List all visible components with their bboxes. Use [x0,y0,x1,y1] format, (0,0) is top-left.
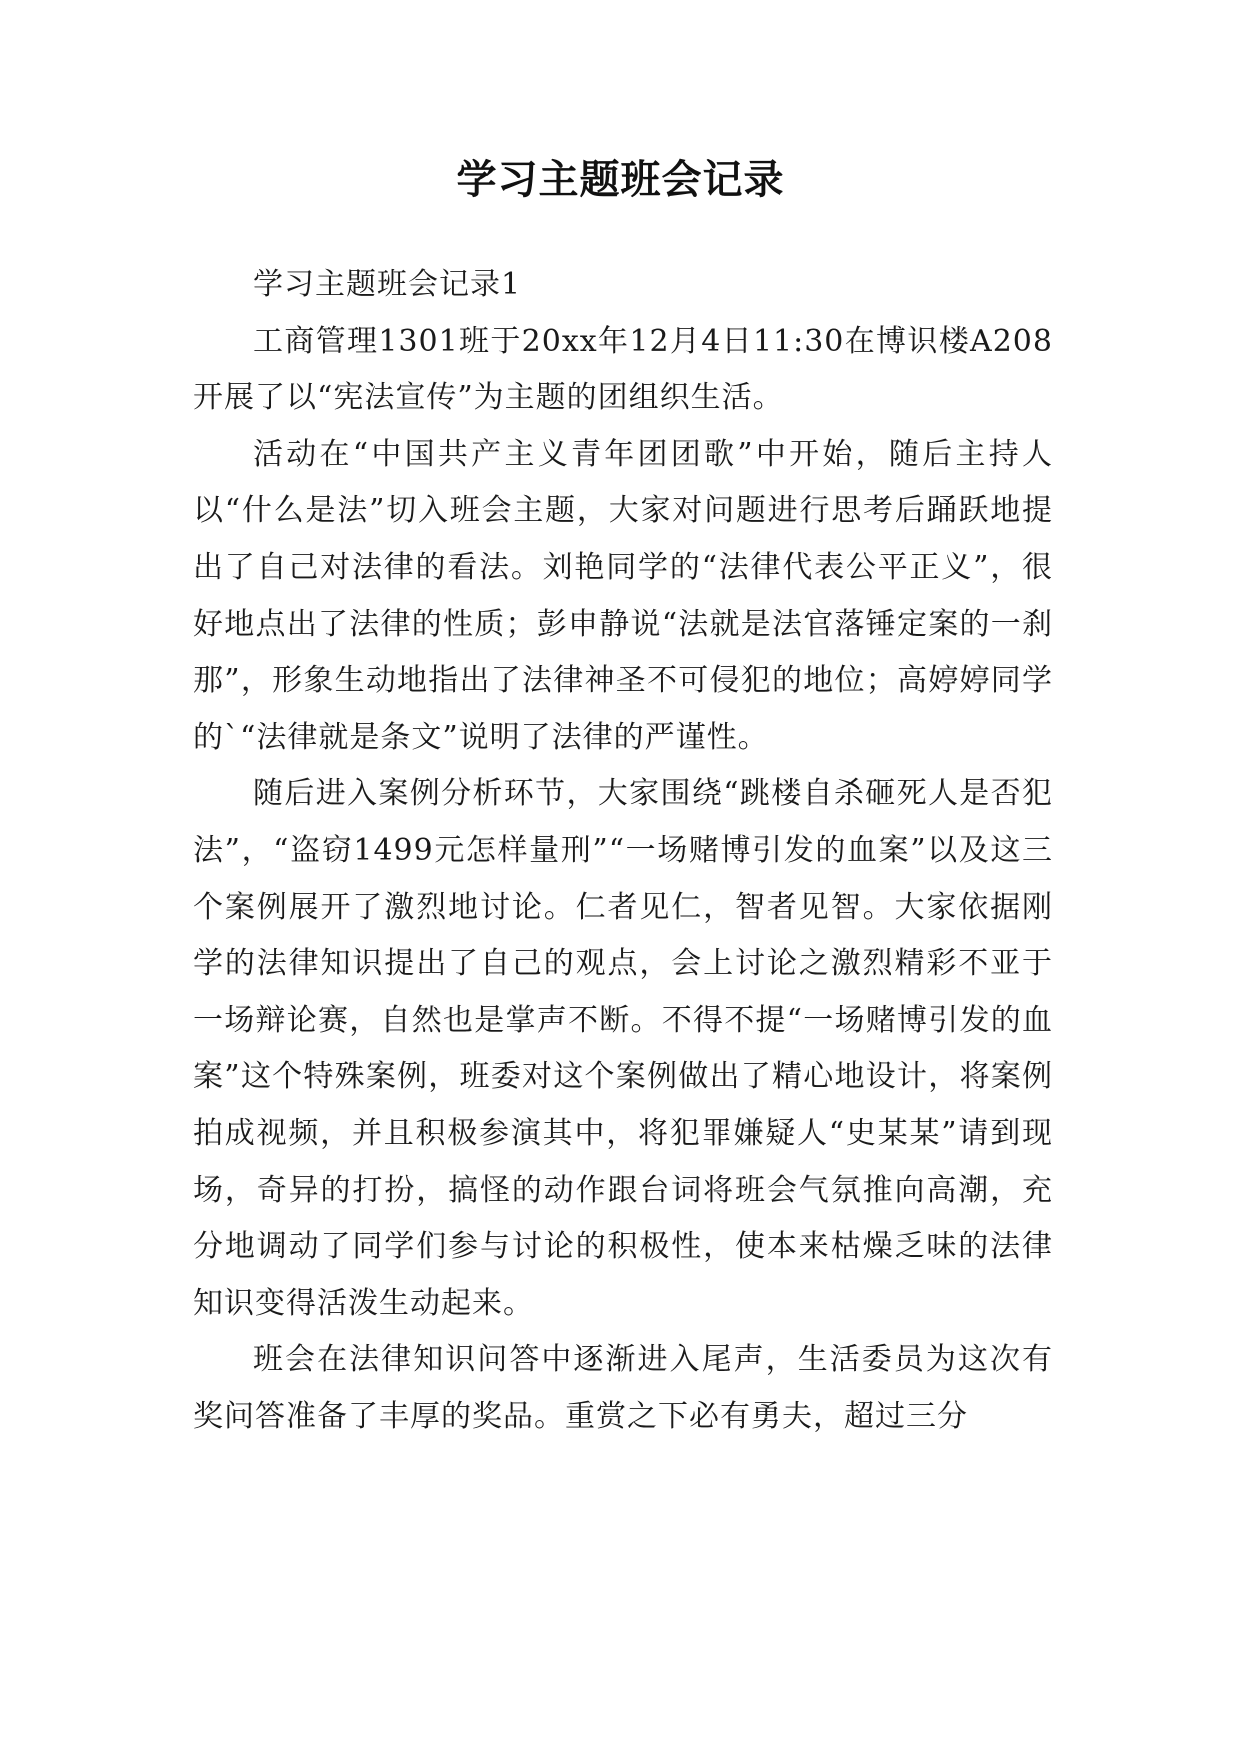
paragraph-heading: 学习主题班会记录1 [253,267,522,302]
document-body [193,257,1053,1445]
paragraph: 班会在法律知识问答中逐渐进入尾声，生活委员为这次有奖问答准备了丰厚的奖品。重赏之下必有勇夫，超过三分 [193,1342,1053,1434]
paragraph: 活动在“中国共产主义青年团团歌”中开始，随后主持人以“什么是法”切入班会主题，大家对问题进行思考后踊跃地提出了自己对法律的看法。刘艳同学的“法律代表公平正义”，很好地点出了法律的性质；彭申静说“法就是法官落锤定案的一刹那”，形象生动地指出了法律神圣不可侵犯的地位；高婷婷同学的`“法律就是条文”说明了法律的严谨性。 [193,436,1053,755]
paragraph: 随后进入案例分析环节，大家围绕“跳楼自杀砸死人是否犯法”，“盗窃1499元怎样量刑”“一场赌博引发的血案”以及这三个案例展开了激烈地讨论。仁者见仁，智者见智。大家依据刚学的法律知识提出了自己的观点，会上讨论之激烈精彩不亚于一场辩论赛，自然也是掌声不断。不得不提“一场赌博引发的血案”这个特殊案例，班委对这个案例做出了精心地设计，将案例拍成视频，并且积极参演其中，将犯罪嫌疑人“史某某”请到现场，奇异的打扮，搞怪的动作跟台词将班会气氛推向高潮，充分地调动了同学们参与讨论的积极性，使本来枯燥乏味的法律知识变得活泼生动起来。 [193,776,1053,1321]
paragraph: 工商管理1301班于20xx年12月4日11:30在博识楼A208开展了以“宪法宣传”为主题的团组织生活。 [193,323,1053,416]
document-title: 学习主题班会记录 [456,157,785,203]
